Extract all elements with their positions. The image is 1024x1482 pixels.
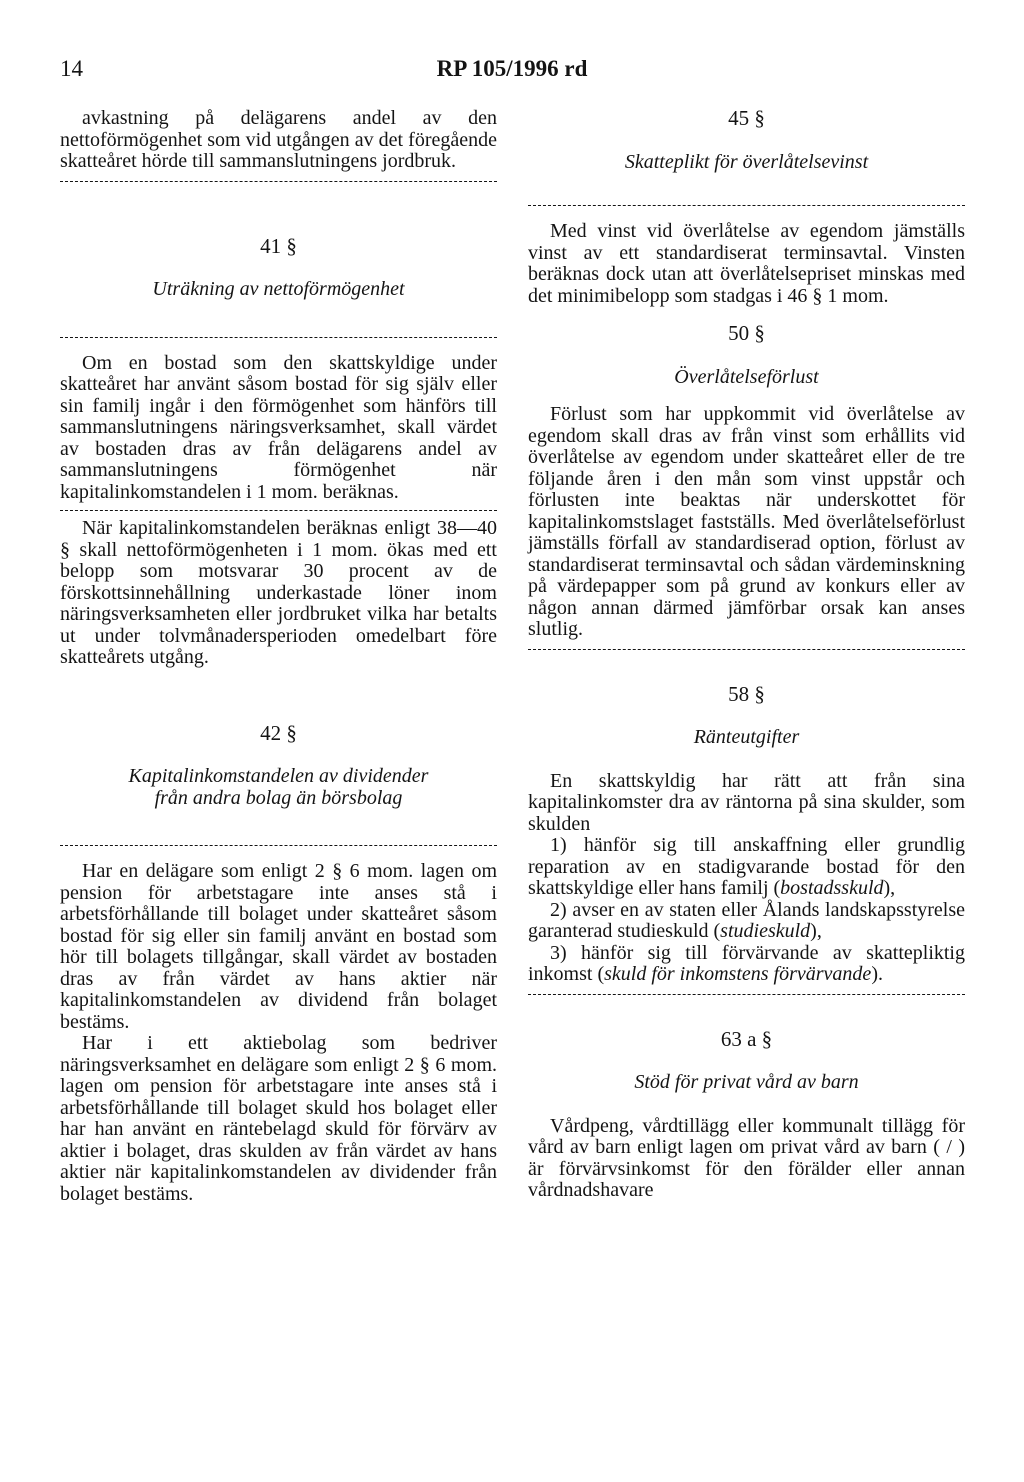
left-column xyxy=(60,108,497,1205)
section-42-paragraph-1: Har en delägare som enligt 2 § 6 mom. lagen om pension för arbetstagare inte anses stå i arbetsförhållande till bolaget under skatteåret såsom bostad för sig eller sin familj använt en bostad som hör till bolagets tillgångar, skall värdet av bostaden dras av från värdet av hans aktier när kapitalinkomstandelen av dividend från bolaget bestäms. xyxy=(60,860,497,1033)
section-58-number: 58 § xyxy=(728,681,765,706)
section-42-title: Kapitalinkomstandelen av dividender från andra bolag än börsbolag xyxy=(128,765,429,809)
section-63a-paragraph-1: Vårdpeng, vårdtillägg eller kommunalt tillägg för vård av barn enligt lagen om privat vård av barn ( / ) är förvärvsinkomst för den förälder eller annan vårdnadshavare xyxy=(528,1114,965,1201)
section-divider xyxy=(60,181,497,182)
section-42 xyxy=(60,720,497,1206)
section-divider xyxy=(528,649,965,650)
section-divider xyxy=(528,994,965,995)
section-divider xyxy=(528,205,965,206)
section-45-paragraph-1: Med vinst vid överlåtelse av egendom jämställs vinst av ett standardiserat terminsavtal. Vinsten beräknas dock utan att överlåtelsepriset minskas med det minimibelopp som stadgas i 46 § 1 mom. xyxy=(528,220,965,307)
section-50-title: Överlåtelseförlust xyxy=(674,365,819,388)
section-50-paragraph-1: Förlust som har uppkommit vid överlåtelse av egendom skall dras av från vinst som erhållits vid överlåtelse av egendom under skatteåret eller de tre följande åren i den mån som vinst uppstår och förlusten inte beaktas när underskottet för kapitalinkomstslaget fastställs. Med överlåtelseförlust jämställs förfall av standardiserad option, förlust av standardiserat terminsavtal och sådan värdeminskning på värdepapper som på grund av konkurs eller av någon annan därmed jämförbar orsak kan anses slutlig. xyxy=(528,403,965,640)
section-63a-number: 63 a § xyxy=(720,1026,773,1051)
section-42-number: 42 § xyxy=(260,720,297,745)
section-58-item-2: 2) avser en av staten eller Ålands landskapsstyrelse garanterad studieskuld (studieskuld), xyxy=(528,898,965,942)
section-divider xyxy=(60,845,497,846)
section-50-number: 50 § xyxy=(728,321,765,345)
section-41-paragraph-2: När kapitalinkomstandelen beräknas enligt 38—40 § skall nettoförmögenheten i 1 mom. ökas med ett belopp som motsvarar 30 procent av de förskottsinnehållning underkastade löner inom näringsverksamheten eller jordbruket vilka har betalts ut under tolvmånadersperioden omedelbart före skatteårets utgång. xyxy=(60,517,497,668)
section-58-title: Ränteutgifter xyxy=(693,726,800,748)
right-column xyxy=(528,108,965,1202)
section-41-title: Uträkning av nettoförmögenhet xyxy=(152,278,405,300)
document-header-title: RP 105/1996 rd xyxy=(436,56,588,81)
section-45-title: Skatteplikt för överlåtelsevinst xyxy=(624,150,869,173)
section-58-paragraph-1: En skattskyldig har rätt att från sina kapitalinkomster dra av räntorna på sina skulder, som skulden xyxy=(528,769,965,835)
section-50 xyxy=(528,323,965,650)
section-41 xyxy=(60,233,497,669)
section-41-paragraph-1: Om en bostad som den skattskyldige under skatteåret har använt såsom bostad för sig själv eller sin familj ingår i den förmögenhet som hänförs till sammanslutningens näringsverksamhet, skall värdet av bostaden dras av från delägarens andel av sammanslutningens förmögenhet när kapitalinkomstandelen i 1 mom. beräknas. xyxy=(60,351,497,503)
section-45 xyxy=(528,108,965,307)
section-58-item-3: 3) hänför sig till förvärvande av skattepliktig inkomst (skuld för inkomstens förvärvande). xyxy=(528,941,965,985)
intro-paragraph: avkastning på delägarens andel av den nettoförmögenhet som vid utgången av det föregående skatteåret hörde till sammanslutningens jordbruk. xyxy=(60,107,497,172)
section-42-paragraph-2: Har i ett aktiebolag som bedriver näringsverksamhet en delägare som enligt 2 § 6 mom. lagen om pension för arbetstagare inte anses stå i arbetsförhållande till bolaget skuld hos bolaget eller har han använt en räntebelagd skuld för förvärv av aktier i bolaget, dras skulden av från värdet av hans aktier när kapitalinkomstandelen av dividender från bolaget bestäms. xyxy=(60,1032,497,1205)
section-58 xyxy=(528,681,965,995)
section-divider xyxy=(60,337,497,338)
section-41-number: 41 § xyxy=(260,233,297,258)
section-58-item-1: 1) hänför sig till anskaffning eller grundlig reparation av en stadigvarande bostad för den skattskyldige eller hans familj (bostadsskuld), xyxy=(528,834,965,899)
section-45-number: 45 § xyxy=(728,106,765,130)
section-63a-title: Stöd för privat vård av barn xyxy=(634,1071,859,1093)
section-divider xyxy=(60,510,497,511)
page-number: 14 xyxy=(60,56,83,81)
section-63a xyxy=(528,1026,965,1202)
